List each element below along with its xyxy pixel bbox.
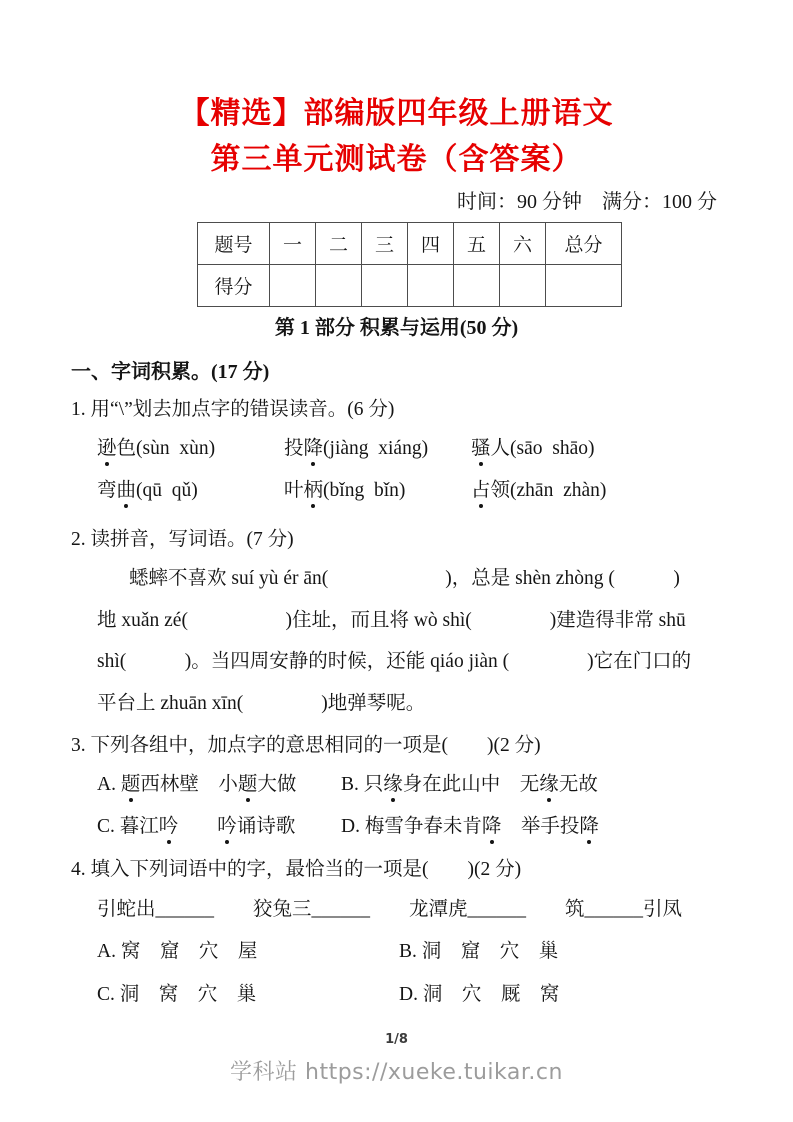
dotted-char: 吟 xyxy=(217,813,237,840)
q3-options-row-1 xyxy=(97,771,753,798)
q3-stem: 3. 下列各组中，加点字的意思相同的一项是( )(2 分) xyxy=(71,735,541,756)
q4-option-a: A. 窝 窟 穴 屋 xyxy=(97,941,258,962)
dotted-char: 降 xyxy=(304,435,324,462)
q1-word-group: 弯曲(qū qǔ) xyxy=(97,477,284,504)
score-header-cell: 二 xyxy=(316,223,362,265)
dotted-char: 骚 xyxy=(471,435,491,462)
q3-option-a: A. 题西林壁 小题大做 xyxy=(97,771,341,798)
score-cell xyxy=(316,265,362,307)
dotted-char: 题 xyxy=(238,771,258,798)
score-table-header-row xyxy=(198,223,622,265)
score-header-cell: 四 xyxy=(408,223,454,265)
section1-heading: 一、字词积累。(17 分) xyxy=(71,361,270,383)
q1-word-row-1 xyxy=(97,435,753,462)
score-header-cell: 六 xyxy=(500,223,546,265)
q1-word-group: 逊色(sùn xùn) xyxy=(97,435,284,462)
dotted-char: 柄 xyxy=(304,477,324,504)
doc-title-line2: 第三单元测试卷（含答案） xyxy=(210,143,583,176)
dotted-char: 题 xyxy=(121,771,141,798)
score-header-cell: 三 xyxy=(362,223,408,265)
score-header-cell: 一 xyxy=(270,223,316,265)
page-indicator: 1/8 xyxy=(385,1032,408,1047)
dotted-char: 降 xyxy=(482,813,502,840)
q3-option-d: D. 梅雪争春未肯降 举手投降 xyxy=(341,813,599,840)
site-watermark: 学科站 https://xueke.tuikar.cn xyxy=(230,1060,563,1085)
score-table-score-row xyxy=(198,265,622,307)
q1-word-row-2 xyxy=(97,477,753,504)
q4-stem: 4. 填入下列词语中的字，最恰当的一项是( )(2 分) xyxy=(71,859,522,880)
dotted-char: 缘 xyxy=(383,771,403,798)
q4-option-c: C. 洞 窝 穴 巢 xyxy=(97,984,257,1005)
q1-word-group: 骚人(sāo shāo) xyxy=(471,435,595,462)
score-cell xyxy=(362,265,408,307)
dotted-char: 吟 xyxy=(159,813,179,840)
q1-stem: 1. 用“\”划去加点字的错误读音。(6 分) xyxy=(71,399,395,420)
q4-options-row-2 xyxy=(97,981,753,1008)
score-cell xyxy=(408,265,454,307)
q4-blanks-line: 引蛇出______ 狡兔三______ 龙潭虎______ 筑______引凤 xyxy=(97,899,683,920)
score-row-label: 得分 xyxy=(198,265,270,307)
q4-option-b: B. 洞 窟 穴 巢 xyxy=(399,941,559,962)
doc-title-line1: 【精选】部编版四年级上册语文 xyxy=(179,97,614,130)
q4-option-d: D. 洞 穴 厩 窝 xyxy=(399,984,560,1005)
q3-options-row-2 xyxy=(97,813,753,840)
q3-option-b: B. 只缘身在此山中 无缘无故 xyxy=(341,771,598,798)
q2-stem: 2. 读拼音，写词语。(7 分) xyxy=(71,529,294,550)
q2-text-line: 平台上 zhuān xīn( )地弹琴呢。 xyxy=(97,693,426,714)
q1-word-group: 投降(jiàng xiáng) xyxy=(284,435,471,462)
score-cell xyxy=(500,265,546,307)
score-table xyxy=(197,222,622,307)
score-header-cell: 总分 xyxy=(546,223,622,265)
score-header-cell: 五 xyxy=(454,223,500,265)
q1-word-group: 占领(zhān zhàn) xyxy=(471,477,606,504)
score-cell xyxy=(546,265,622,307)
part1-heading: 第 1 部分 积累与运用(50 分) xyxy=(274,317,519,339)
q2-text-line: 蟋蟀不喜欢 suí yù ér ān( )，总是 shèn zhòng ( ) xyxy=(129,568,680,589)
score-cell xyxy=(454,265,500,307)
dotted-char: 逊 xyxy=(97,435,117,462)
q1-word-group: 叶柄(bǐng bǐn) xyxy=(284,477,471,504)
dotted-char: 缘 xyxy=(539,771,559,798)
q2-text-line: 地 xuǎn zé( )住址，而且将 wò shì( )建造得非常 shū xyxy=(97,610,686,631)
dotted-char: 降 xyxy=(579,813,599,840)
q4-options-row-1 xyxy=(97,938,753,965)
score-cell xyxy=(270,265,316,307)
q2-text-line: shì( )。当四周安静的时候，还能 qiáo jiàn ( )它在门口的 xyxy=(97,651,692,672)
dotted-char: 曲 xyxy=(117,477,137,504)
q3-option-c: C. 暮江吟 吟诵诗歌 xyxy=(97,813,341,840)
time-score-meta: 时间：90 分钟 满分：100 分 xyxy=(457,191,717,213)
score-header-cell: 题号 xyxy=(198,223,270,265)
dotted-char: 占 xyxy=(471,477,491,504)
